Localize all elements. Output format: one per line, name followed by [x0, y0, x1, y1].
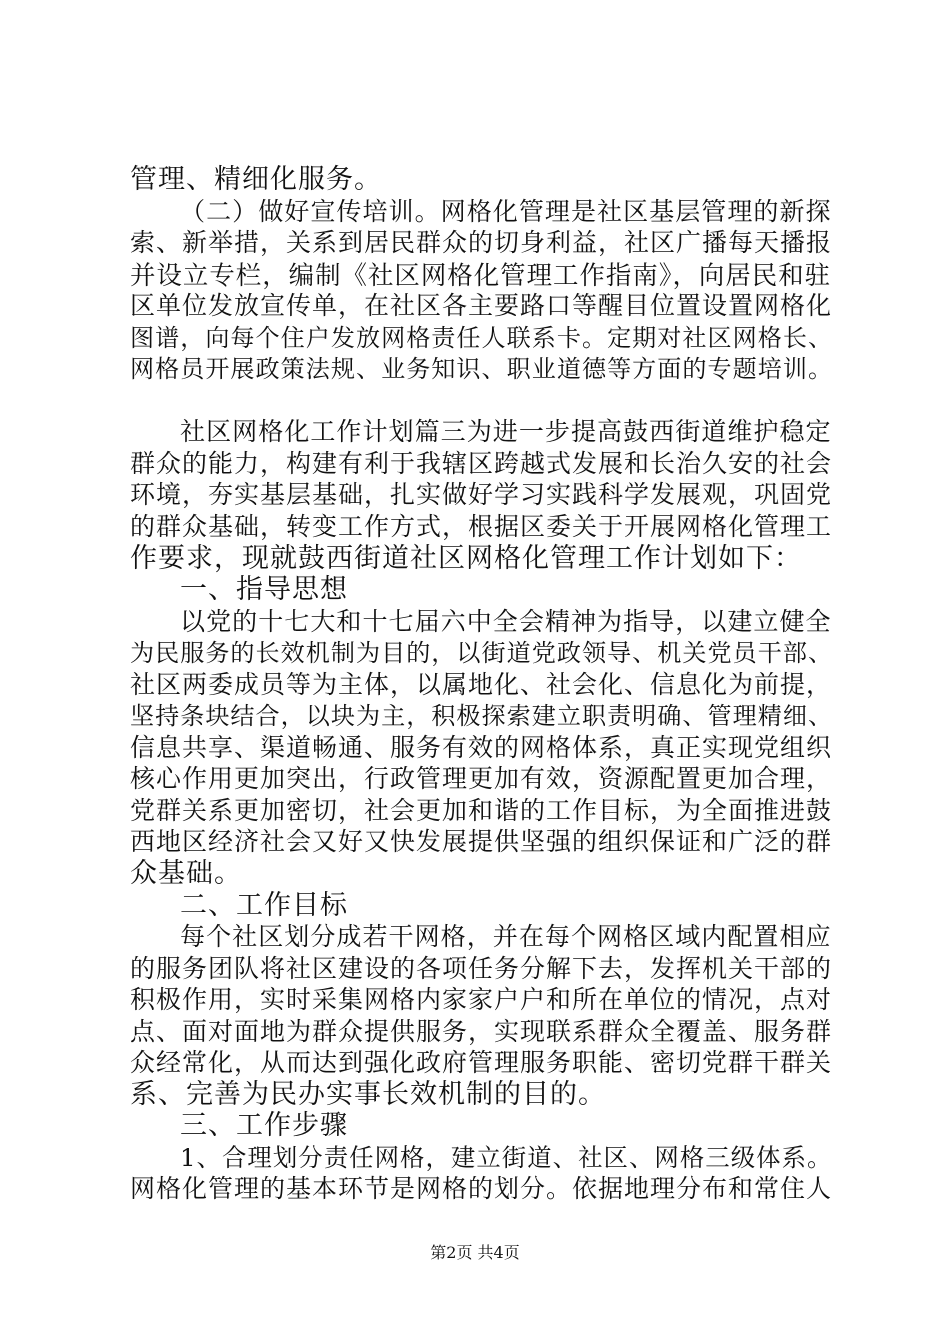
section-heading: 一、指导思想	[180, 574, 348, 605]
text-line: 区单位发放宣传单，在社区各主要路口等醒目位置设置网格化	[130, 291, 833, 320]
text-line: 点、面对面地为群众提供服务，实现联系群众全覆盖、服务群	[130, 1017, 833, 1046]
text-line: 西地区经济社会又好又快发展提供坚强的组织保证和广泛的群	[130, 827, 833, 856]
text-line: 群众的能力，构建有利于我辖区跨越式发展和长治久安的社会	[130, 449, 833, 478]
text-line: 网格化管理的基本环节是网格的划分。依据地理分布和常住人	[130, 1174, 833, 1203]
text-line: 众经常化，从而达到强化政府管理服务职能、密切党群干群关	[130, 1048, 833, 1077]
text-line: 系、完善为民办实事长效机制的目的。	[130, 1079, 606, 1110]
text-line: 1、合理划分责任网格，建立街道、社区、网格三级体系。	[180, 1143, 833, 1172]
text-line: 管理、精细化服务。	[130, 164, 382, 195]
page-footer: 第2页 共4页	[430, 1243, 520, 1262]
text-line: 索、新举措，关系到居民群众的切身利益，社区广播每天播报	[130, 228, 833, 257]
text-line: 社区网格化工作计划篇三为进一步提高鼓西街道维护稳定	[180, 417, 832, 446]
text-line: 的群众基础，转变工作方式，根据区委关于开展网格化管理工	[130, 512, 833, 541]
text-line: 网格员开展政策法规、业务知识、职业道德等方面的专题培训。	[130, 355, 834, 383]
text-line: 坚持条块结合，以块为主，积极探索建立职责明确、管理精细、	[130, 702, 834, 730]
text-line: 党群关系更加密切，社会更加和谐的工作目标，为全面推进鼓	[130, 796, 833, 825]
text-line: （二）做好宣传培训。网格化管理是社区基层管理的新探	[180, 197, 832, 226]
text-line: 的服务团队将社区建设的各项任务分解下去，发挥机关干部的	[130, 954, 833, 983]
text-line: 作要求，现就鼓西街道社区网格化管理工作计划如下：	[130, 543, 802, 574]
section-heading: 三、工作步骤	[180, 1110, 348, 1141]
text-line: 众基础。	[130, 858, 242, 889]
text-line: 为民服务的长效机制为目的，以街道党政领导、机关党员干部、	[130, 639, 834, 667]
text-line: 每个社区划分成若干网格，并在每个网格区域内配置相应	[180, 922, 832, 951]
text-line: 信息共享、渠道畅通、服务有效的网格体系，真正实现党组织	[130, 733, 833, 762]
text-line: 图谱，向每个住户发放网格责任人联系卡。定期对社区网格长、	[130, 324, 834, 352]
text-line: 并设立专栏，编制《社区网格化管理工作指南》，向居民和驻	[130, 260, 832, 290]
text-line: 核心作用更加突出，行政管理更加有效，资源配置更加合理，	[130, 764, 833, 793]
text-line: 社区两委成员等为主体，以属地化、社会化、信息化为前提，	[130, 670, 833, 699]
text-line: 积极作用，实时采集网格内家家户户和所在单位的情况，点对	[130, 985, 833, 1014]
text-line: 以党的十七大和十七届六中全会精神为指导，以建立健全	[180, 607, 832, 636]
section-heading: 二、工作目标	[180, 890, 348, 921]
text-line: 环境，夯实基层基础，扎实做好学习实践科学发展观，巩固党	[130, 480, 833, 509]
